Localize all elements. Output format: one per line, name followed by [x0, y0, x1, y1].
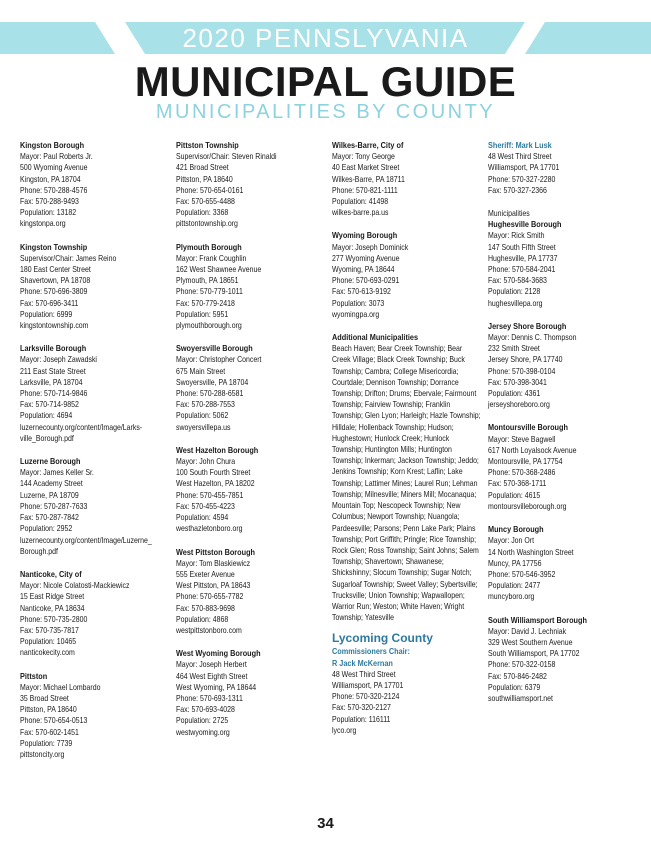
municipality-detail: 147 South Fifth Street — [488, 242, 556, 252]
municipality-detail: 100 South Fourth Street — [176, 468, 251, 478]
municipality-entry — [20, 140, 170, 230]
municipality-detail: Mayor: Tom Blaskiewicz — [176, 558, 251, 568]
municipality-entry — [176, 648, 326, 738]
municipality-detail: westhazletonboro.org — [176, 524, 243, 534]
municipality-detail: Mayor: John Chura — [176, 457, 236, 467]
county-name: Lycoming County — [332, 631, 433, 646]
municipality-detail: Population: 4868 — [176, 614, 229, 624]
municipality-entry — [176, 242, 326, 332]
municipality-detail: Fax: 570-288-7553 — [176, 400, 235, 410]
municipality-detail: 421 Broad Street — [176, 163, 229, 173]
municipality-detail: Population: 2477 — [488, 581, 541, 591]
municipality-detail: 14 North Washington Street — [488, 547, 574, 557]
municipality-detail: kingstonpa.org — [20, 219, 66, 229]
municipality-detail: Fax: 570-735-7817 — [20, 625, 79, 635]
municipality-detail: Fax: 570-693-4028 — [176, 705, 235, 715]
municipality-entry — [20, 242, 170, 332]
commissioners-chair-label: Commissioners Chair: — [332, 646, 410, 657]
municipality-detail: Phone: 570-584-2041 — [488, 265, 556, 275]
column-3 — [332, 140, 482, 736]
municipality-detail: Fax: 570-288-9493 — [20, 197, 79, 207]
municipality-detail: montoursvilleborough.org — [488, 501, 567, 511]
municipality-detail: Phone: 570-546-3952 — [488, 569, 556, 579]
municipality-detail: Fax: 570-779-2418 — [176, 298, 235, 308]
municipality-detail: Fax: 570-602-1451 — [20, 727, 79, 737]
municipality-detail: Population: 5951 — [176, 309, 229, 319]
municipality-detail: Phone: 570-287-7633 — [20, 501, 88, 511]
column-1 — [20, 140, 170, 772]
municipality-name: Pittston — [20, 670, 48, 681]
municipality-entry — [176, 445, 326, 535]
municipality-detail: pittstoncity.org — [20, 749, 65, 759]
municipality-name: Kingston Township — [20, 241, 88, 252]
municipality-detail: Population: 4594 — [176, 513, 229, 523]
municipality-detail: Wilkes-Barre, PA 18711 — [332, 174, 405, 184]
municipality-entry — [20, 343, 170, 444]
municipality-entry — [488, 615, 638, 705]
municipality-detail: Mayor: Rick Smith — [488, 231, 545, 241]
municipality-entry — [332, 140, 482, 218]
municipality-detail: westwyoming.org — [176, 727, 230, 737]
municipality-detail: Phone: 570-693-0291 — [332, 276, 400, 286]
municipality-detail: Phone: 570-779-1011 — [176, 287, 243, 297]
municipality-name: Jersey Shore Borough — [488, 320, 567, 331]
county-detail: 48 West Third Street — [332, 669, 396, 679]
municipality-detail: 500 Wyoming Avenue — [20, 163, 88, 173]
page-title: MUNICIPAL GUIDE — [134, 58, 517, 105]
municipality-detail: Population: 4694 — [20, 411, 73, 421]
municipality-detail: Mayor: Jon Ort — [488, 536, 535, 546]
municipality-detail: Borough.pdf — [20, 546, 58, 556]
municipality-detail: Larksville, PA 18704 — [20, 377, 83, 387]
municipality-detail: Luzerne, PA 18709 — [20, 490, 79, 500]
municipality-detail: pittstontownship.org — [176, 219, 238, 229]
municipality-detail: 162 West Shawnee Avenue — [176, 265, 262, 275]
municipality-detail: Mayor: Tony George — [332, 152, 395, 162]
municipalities-label: Municipalities — [488, 209, 530, 219]
municipality-detail: South Williamsport, PA 17702 — [488, 649, 580, 659]
municipality-detail: Fax: 570-368-1711 — [488, 479, 547, 489]
municipality-detail: Fax: 570-584-3683 — [488, 276, 547, 286]
municipality-detail: southwilliamsport.net — [488, 693, 553, 703]
municipality-detail: Phone: 570-654-0513 — [20, 716, 88, 726]
municipality-detail: Phone: 570-288-6581 — [176, 389, 244, 399]
municipality-detail: Phone: 570-735-2800 — [20, 614, 88, 624]
municipality-detail: Fax: 570-883-9698 — [176, 603, 235, 613]
municipality-name: West Pittston Borough — [176, 546, 255, 557]
header-banner — [0, 22, 651, 54]
column-2 — [176, 140, 326, 750]
municipality-detail: 180 East Center Street — [20, 265, 91, 275]
sheriff-detail: 48 West Third Street — [488, 152, 552, 162]
municipality-detail: Jersey Shore, PA 17740 — [488, 355, 563, 365]
sheriff-name: Sheriff: Mark Lusk — [488, 140, 552, 150]
municipality-detail: Population: 2725 — [176, 716, 229, 726]
additional-municipalities — [332, 332, 482, 623]
municipality-detail: Shavertown, PA 18708 — [20, 276, 91, 286]
column-4 — [488, 140, 638, 716]
municipality-detail: Fax: 570-846-2482 — [488, 671, 547, 681]
county-detail: lyco.org — [332, 725, 357, 735]
municipality-detail: 35 Broad Street — [20, 693, 69, 703]
municipality-detail: 40 East Market Street — [332, 163, 400, 173]
municipality-entry — [176, 140, 326, 230]
municipality-detail: Population: 6379 — [488, 682, 541, 692]
municipality-detail: Nanticoke, PA 18634 — [20, 603, 85, 613]
municipality-detail: West Hazelton, PA 18202 — [176, 479, 255, 489]
municipality-detail: Population: 4361 — [488, 389, 541, 399]
additional-list: Beach Haven; Bear Creek Township; Bear Creek Village; Black Creek Township; Buck Township; Cambra; College Misericordia; Courtdale; Dennison Township; Dorrance Township; Drifton; Drums; Ebervale; Fairmount Township; Fairview Township; Franklin Township; Glen Lyon; Harleigh; Hazle Township; Hilldale; Hollenback Township; Hudson; Hughestown; Hunlock Creek; Hunlock Township; Huntington Mills; Huntington Township; Inkerman; Jackson Township; Jeddo; Jenkins Township; Korn Krest; Laflin; Lake Township; Lattimer Mines; Laurel Run; Lehman Township; Milnesville; Miners Mill; Mocanaqua; Mountain Top; Nescopeck Township; New Columbus; Newport Township; Nuangola; Pardeesville; Parsons; Penn Lake Park; Plains Township; Port Griffith; Pringle; Rice Township; Rock Glen; Ross Township; Saint Johns; Salem Township; Shavertown; Shawanese; Shickshinny; Slocum Township; Sugar Notch; Sugarloaf Township; Sweet Valley; Sybertsville; Trucksville; Union Township; Wapwallopen; Warrior Run; Weston; White Haven; Wright Township; Yatesville — [332, 344, 481, 623]
municipality-detail: Population: 2128 — [488, 287, 541, 297]
municipality-detail: Mayor: Joseph Dominick — [332, 242, 409, 252]
municipality-detail: Fax: 570-696-3411 — [20, 298, 79, 308]
county-detail: Population: 116111 — [332, 714, 391, 724]
municipality-detail: 211 East State Street — [20, 366, 86, 376]
municipality-entry — [20, 569, 170, 659]
sheriff-detail: Phone: 570-327-2280 — [488, 174, 556, 184]
municipality-detail: Phone: 570-696-3809 — [20, 287, 88, 297]
municipality-detail: Fax: 570-287-7842 — [20, 513, 79, 523]
municipality-entry — [488, 321, 638, 411]
municipality-detail: Phone: 570-655-7782 — [176, 592, 244, 602]
municipality-entry — [20, 456, 170, 557]
municipality-detail: 15 East Ridge Street — [20, 592, 85, 602]
municipality-detail: Population: 5062 — [176, 411, 229, 421]
municipality-detail: Population: 41498 — [332, 197, 389, 207]
municipality-name: Pittston Township — [176, 140, 239, 150]
municipality-detail: Mayor: Nicole Colatosti-Mackiewicz — [20, 581, 130, 591]
municipality-name: Montoursville Borough — [488, 422, 568, 433]
municipality-detail: Phone: 570-693-1311 — [176, 693, 243, 703]
municipality-detail: Wyoming, PA 18644 — [332, 265, 395, 275]
municipality-detail: plymouthborough.org — [176, 321, 242, 331]
municipality-detail: West Wyoming, PA 18644 — [176, 682, 257, 692]
municipality-detail: Phone: 570-322-0158 — [488, 660, 556, 670]
municipality-detail: hughesvillepa.org — [488, 298, 543, 308]
municipality-detail: Muncy, PA 17756 — [488, 558, 542, 568]
municipality-name: West Wyoming Borough — [176, 648, 261, 659]
municipality-detail: Population: 7739 — [20, 738, 73, 748]
municipality-detail: 464 West Eighth Street — [176, 671, 248, 681]
municipality-detail: Mayor: David J. Lechniak — [488, 626, 567, 636]
municipality-detail: kingstontownship.com — [20, 321, 89, 331]
municipality-detail: Fax: 570-455-4223 — [176, 501, 235, 511]
municipality-detail: Pittston, PA 18640 — [20, 705, 77, 715]
municipality-detail: West Pittston, PA 18643 — [176, 581, 251, 591]
municipality-detail: Montoursville, PA 17754 — [488, 457, 563, 467]
municipality-detail: swoyersvillepa.us — [176, 422, 231, 432]
municipality-name: West Hazelton Borough — [176, 444, 259, 455]
municipality-detail: Supervisor/Chair: Steven Rinaldi — [176, 152, 277, 162]
municipality-detail: Mayor: Steve Bagwell — [488, 434, 556, 444]
municipality-detail: Mayor: James Keller Sr. — [20, 468, 94, 478]
municipality-detail: Population: 4615 — [488, 490, 541, 500]
municipality-detail: ville_Borough.pdf — [20, 433, 74, 443]
municipality-detail: Kingston, PA 18704 — [20, 174, 81, 184]
municipality-detail: Fax: 570-655-4488 — [176, 197, 235, 207]
municipality-detail: Supervisor/Chair: James Reino — [20, 253, 117, 263]
municipality-detail: wilkes-barre.pa.us — [332, 208, 389, 218]
municipality-detail: Population: 13182 — [20, 208, 77, 218]
municipality-detail: luzernecounty.org/content/Image/Larks- — [20, 422, 143, 432]
municipality-detail: luzernecounty.org/content/Image/Luzerne_ — [20, 535, 152, 545]
municipality-name: Swoyersville Borough — [176, 343, 253, 354]
municipality-name: Wilkes-Barre, City of — [332, 140, 404, 150]
county-detail: Phone: 570-320-2124 — [332, 692, 400, 702]
municipality-detail: Fax: 570-398-3041 — [488, 377, 547, 387]
municipality-entry — [488, 219, 638, 309]
municipality-detail: Swoyersville, PA 18704 — [176, 377, 249, 387]
municipality-name: Muncy Borough — [488, 524, 544, 535]
page-subtitle: MUNICIPALITIES BY COUNTY — [155, 101, 496, 123]
municipality-detail: 617 North Loyalsock Avenue — [488, 445, 577, 455]
municipality-detail: wyomingpa.org — [332, 309, 380, 319]
municipality-detail: 555 Exeter Avenue — [176, 569, 235, 579]
municipality-detail: Phone: 570-714-9846 — [20, 389, 88, 399]
municipality-entry — [488, 422, 638, 512]
municipality-detail: Population: 10465 — [20, 637, 77, 647]
municipality-detail: Plymouth, PA 18651 — [176, 276, 239, 286]
municipality-detail: 277 Wyoming Avenue — [332, 253, 400, 263]
sheriff-block — [488, 140, 638, 196]
municipality-detail: Mayor: Christopher Concert — [176, 355, 262, 365]
municipality-detail: Fax: 570-613-9192 — [332, 287, 391, 297]
municipality-entry — [176, 547, 326, 637]
municipality-detail: Mayor: Joseph Herbert — [176, 660, 247, 670]
commissioners-chair-name: R Jack McKernan — [332, 657, 393, 668]
municipality-detail: Mayor: Dennis C. Thompson — [488, 333, 577, 343]
municipality-name: Luzerne Borough — [20, 456, 81, 467]
municipality-detail: jerseyshoreboro.org — [488, 400, 550, 410]
municipality-detail: Phone: 570-368-2486 — [488, 468, 556, 478]
municipality-detail: Phone: 570-821-1111 — [332, 185, 398, 195]
municipality-detail: Mayor: Michael Lombardo — [20, 682, 101, 692]
municipality-name: Plymouth Borough — [176, 241, 242, 252]
municipality-entry — [20, 671, 170, 761]
municipality-entry — [332, 230, 482, 320]
municipality-entry — [176, 343, 326, 433]
municipality-entry — [488, 524, 638, 602]
municipality-name: Nanticoke, City of — [20, 568, 82, 579]
municipality-detail: 144 Academy Street — [20, 479, 83, 489]
municipality-detail: Hughesville, PA 17737 — [488, 253, 558, 263]
municipality-name: South Williamsport Borough — [488, 614, 587, 625]
municipality-detail: Mayor: Paul Roberts Jr. — [20, 152, 93, 162]
municipality-detail: muncyboro.org — [488, 592, 535, 602]
municipality-detail: Pittston, PA 18640 — [176, 174, 233, 184]
municipality-detail: Population: 6999 — [20, 309, 73, 319]
municipality-name: Kingston Borough — [20, 140, 85, 150]
additional-heading: Additional Municipalities — [332, 332, 419, 343]
municipality-name: Wyoming Borough — [332, 230, 398, 241]
municipality-detail: Mayor: Joseph Zawadski — [20, 355, 97, 365]
municipality-detail: Phone: 570-455-7851 — [176, 490, 244, 500]
municipality-detail: Fax: 570-714-9852 — [20, 400, 79, 410]
municipality-detail: Population: 2952 — [20, 524, 73, 534]
county-detail: Fax: 570-320-2127 — [332, 703, 391, 713]
municipality-name: Hughesville Borough — [488, 219, 562, 230]
county-detail: Williamsport, PA 17701 — [332, 680, 404, 690]
municipality-detail: nanticokecity.com — [20, 648, 75, 658]
page-number: 34 — [317, 815, 334, 832]
municipality-detail: Phone: 570-288-4576 — [20, 185, 88, 195]
municipality-detail: Phone: 570-398-0104 — [488, 366, 556, 376]
municipality-detail: Population: 3073 — [332, 298, 385, 308]
municipality-detail: 232 Smith Street — [488, 344, 540, 354]
banner-title: 2020 PENNSLYVANIA — [182, 23, 469, 53]
municipality-name: Larksville Borough — [20, 343, 87, 354]
municipality-detail: 675 Main Street — [176, 366, 226, 376]
sheriff-detail: Williamsport, PA 17701 — [488, 163, 560, 173]
municipality-detail: Phone: 570-654-0161 — [176, 185, 244, 195]
municipality-detail: westpittstonboro.com — [176, 625, 242, 635]
county-block — [332, 631, 482, 736]
municipality-detail: 329 West Southern Avenue — [488, 637, 573, 647]
sheriff-detail: Fax: 570-327-2366 — [488, 185, 547, 195]
municipality-detail: Mayor: Frank Coughlin — [176, 253, 247, 263]
municipality-detail: Population: 3368 — [176, 208, 229, 218]
